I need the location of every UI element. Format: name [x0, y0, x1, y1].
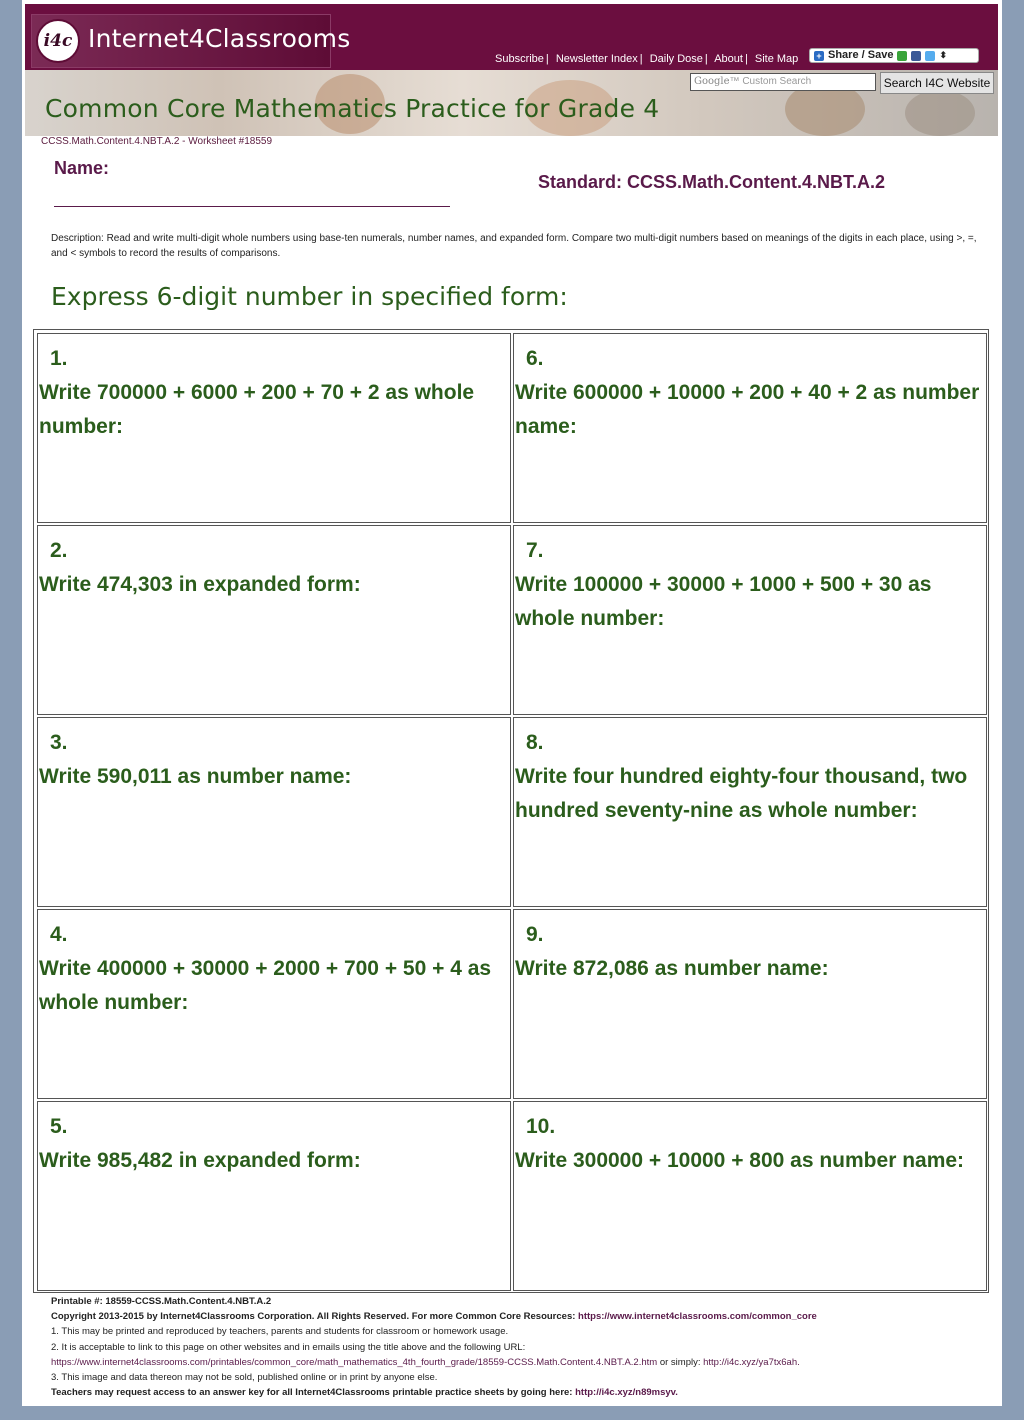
page-title: Common Core Mathematics Practice for Grade 4: [45, 94, 660, 123]
copyright-line: Copyright 2013-2015 by Internet4Classrooms Corporation. All Rights Reserved. For more Common Core Resources: https://www.internet4classrooms.com/common_core: [51, 1311, 817, 1323]
note-1: 1. This may be printed and reproduced by teachers, parents and students for classroom or homework usage.: [51, 1326, 509, 1338]
question-cell: [37, 717, 511, 907]
question-number: 1.: [50, 347, 68, 370]
search-input[interactable]: Google™ Custom Search: [690, 73, 876, 91]
worksheet-page: [22, 0, 1002, 1406]
question-text: Write 985,482 in expanded form:: [39, 1149, 361, 1172]
instruction: Express 6-digit number in specified form:: [51, 282, 568, 311]
question-text: Write 600000 + 10000 + 200 + 40 + 2 as number name:: [515, 381, 980, 438]
google-logo: Google: [694, 76, 730, 87]
question-cell: [513, 1101, 987, 1291]
question-cell: [37, 525, 511, 715]
printable-number: Printable #: 18559-CCSS.Math.Content.4.NBT.A.2: [51, 1296, 272, 1307]
question-number: 10.: [526, 1115, 556, 1138]
chevron-up-down-icon: ⬍: [939, 50, 947, 60]
question-text: Write 700000 + 6000 + 200 + 70 + 2 as whole number:: [39, 381, 475, 438]
answer-key-line: Teachers may request access to an answer key for all Internet4Classrooms printable practice sheets by going here: http://i4c.xyz/n89msyv.: [51, 1387, 678, 1399]
question-number: 7.: [526, 539, 544, 562]
question-cell: [37, 909, 511, 1099]
logo-mark: i4c: [36, 19, 80, 63]
question-number: 5.: [50, 1115, 68, 1138]
answer-key-link[interactable]: http://i4c.xyz/n89msyv.: [575, 1387, 678, 1399]
description: Description: Read and write multi-digit whole numbers using base-ten numerals, number names, and expanded form. Compare two multi-digit numbers based on meanings of the digits in each place, using >, =, and < symbols to record the results of comparisons.: [51, 233, 977, 259]
note-2-url-line: https://www.internet4classrooms.com/printables/common_core/math_mathematics_4th_fourth_grade/18559-CCSS.Math.Content.4.NBT.A.2.htm or simply: http://i4c.xyz/ya7tx6ah.: [51, 1356, 800, 1368]
question-cell: [513, 525, 987, 715]
note-3: 3. This image and data thereon may not be sold, published online or in print by anyone else.: [51, 1372, 438, 1384]
question-cell: [513, 717, 987, 907]
short-url-link[interactable]: http://i4c.xyz/ya7tx6ah.: [703, 1356, 800, 1368]
question-number: 6.: [526, 347, 544, 370]
question-text: Write 300000 + 10000 + 800 as number name:: [515, 1149, 965, 1172]
question-text: Write 100000 + 30000 + 1000 + 500 + 30 as whole number:: [515, 573, 932, 630]
worksheet-url-link[interactable]: https://www.internet4classrooms.com/printables/common_core/math_mathematics_4th_fourth_grade/18559-CCSS.Math.Content.4.NBT.A.2.htm: [51, 1356, 658, 1368]
site-logo[interactable]: [31, 14, 351, 68]
nav-newsletter-index[interactable]: Newsletter Index: [555, 53, 638, 65]
question-cell: [37, 333, 511, 523]
search-button[interactable]: Search I4C Website: [880, 72, 994, 94]
breadcrumb: CCSS.Math.Content.4.NBT.A.2 - Worksheet #18559: [41, 136, 273, 147]
question-cell: [37, 1101, 511, 1291]
question-grid: [33, 329, 989, 1293]
standard-label: Standard: CCSS.Math.Content.4.NBT.A.2: [538, 172, 886, 192]
worksheet-footer: [51, 1294, 991, 1400]
question-text: Write four hundred eighty-four thousand, two hundred seventy-nine as whole number:: [515, 765, 968, 822]
question-text: Write 872,086 as number name:: [515, 957, 829, 980]
search-placeholder: Custom Search: [742, 76, 812, 87]
question-cell: [513, 333, 987, 523]
site-header: [25, 4, 998, 70]
question-number: 8.: [526, 731, 544, 754]
question-number: 9.: [526, 923, 544, 946]
question-text: Write 400000 + 30000 + 2000 + 700 + 50 + 4 as whole number:: [39, 957, 492, 1014]
share-save-button[interactable]: [809, 48, 979, 63]
nav-subscribe[interactable]: Subscribe: [495, 53, 544, 65]
top-nav: Subscribe | Newsletter Index | Daily Dose | About | Site Map: [495, 53, 799, 65]
nav-daily-dose[interactable]: Daily Dose: [649, 53, 703, 65]
note-2: 2. It is acceptable to link to this page on other websites and in emails using the title above and the following URL:: [51, 1341, 526, 1353]
question-number: 4.: [50, 923, 68, 946]
name-line: [54, 206, 450, 207]
question-number: 3.: [50, 731, 68, 754]
share-email-icon: [897, 51, 907, 61]
question-text: Write 590,011 as number name:: [39, 765, 352, 788]
question-text: Write 474,303 in expanded form:: [39, 573, 361, 596]
header-banner: [25, 70, 998, 136]
question-cell: [513, 909, 987, 1099]
logo-text: Internet4Classrooms: [88, 24, 351, 53]
facebook-icon: [911, 51, 921, 61]
name-label: Name:: [54, 158, 110, 178]
share-label: Share / Save: [828, 49, 894, 61]
nav-site-map[interactable]: Site Map: [754, 53, 799, 65]
share-plus-icon: +: [814, 51, 824, 61]
nav-about[interactable]: About: [714, 53, 743, 65]
question-number: 2.: [50, 539, 68, 562]
twitter-icon: [925, 51, 935, 61]
common-core-link[interactable]: https://www.internet4classrooms.com/common_core: [578, 1311, 817, 1323]
